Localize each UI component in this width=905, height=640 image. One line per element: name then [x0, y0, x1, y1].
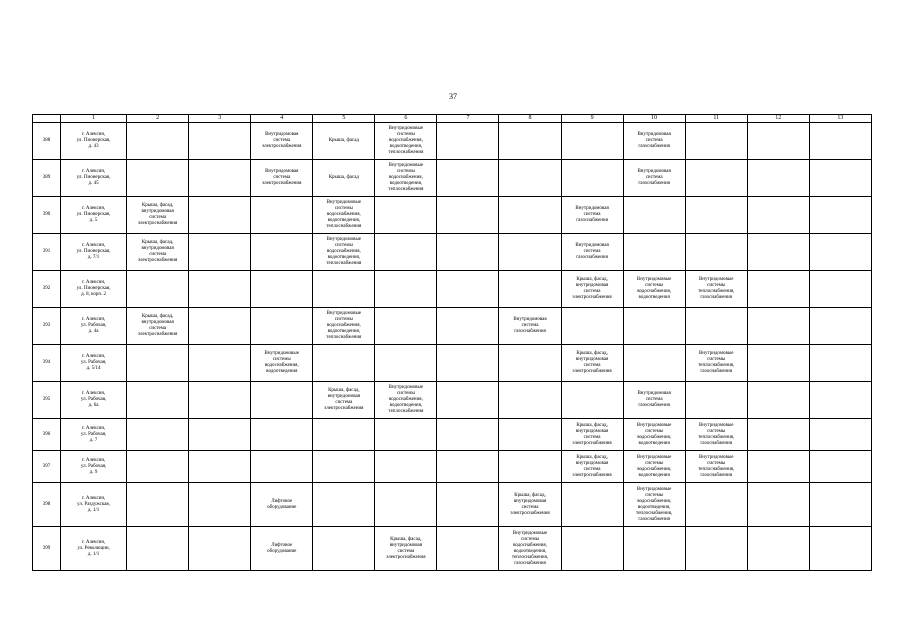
- work-cell: Внутридомовые системы водоснабжения, водоотведения, теплоснабжения: [375, 160, 437, 197]
- address-cell: г. Алексин, ул. Пионерская, д. 43: [61, 123, 127, 160]
- address-cell: г. Алексин, ул. Рабочая, д. 4а: [61, 308, 127, 345]
- work-cell: [623, 527, 685, 571]
- work-cell: [685, 160, 747, 197]
- work-cell: Внутридомовая система газоснабжения: [561, 197, 623, 234]
- work-cell: [809, 345, 871, 382]
- work-cell: [127, 123, 189, 160]
- work-cell: [561, 160, 623, 197]
- work-cell: [313, 527, 375, 571]
- work-cell: [437, 419, 499, 451]
- row-number: 394: [33, 345, 61, 382]
- address-cell: г. Алексин, ул. Рабочая, д. 5/14: [61, 345, 127, 382]
- work-cell: [499, 382, 561, 419]
- header-cell: 10: [623, 115, 685, 123]
- work-cell: [189, 234, 251, 271]
- work-cell: [561, 123, 623, 160]
- work-cell: [189, 308, 251, 345]
- work-cell: [127, 527, 189, 571]
- work-cell: [809, 197, 871, 234]
- work-cell: Внутридомовые системы теплоснабжения, газоснабжения: [685, 419, 747, 451]
- work-cell: [809, 271, 871, 308]
- row-number: 395: [33, 382, 61, 419]
- work-cell: [127, 271, 189, 308]
- work-cell: Внутридомовые системы водоснабжения, водоотведения: [623, 419, 685, 451]
- row-number: 397: [33, 451, 61, 483]
- work-cell: [685, 483, 747, 527]
- work-cell: [437, 123, 499, 160]
- work-cell: Крыша, фасад: [313, 160, 375, 197]
- header-cell: 9: [561, 115, 623, 123]
- address-cell: г. Алексин, ул. Революции, д. 1/1: [61, 527, 127, 571]
- work-cell: [623, 308, 685, 345]
- work-cell: [437, 483, 499, 527]
- work-cell: [685, 527, 747, 571]
- work-cell: Внутридомовые системы водоснабжения, водоотведения: [623, 271, 685, 308]
- work-cell: [747, 234, 809, 271]
- work-cell: [189, 123, 251, 160]
- work-cell: [809, 451, 871, 483]
- header-cell: 7: [437, 115, 499, 123]
- address-cell: г. Алексин, ул. Пионерская, д. 45: [61, 160, 127, 197]
- work-cell: [685, 382, 747, 419]
- work-cell: [747, 345, 809, 382]
- work-cell: Крыша, фасад, внутридомовая система электроснабжения: [499, 483, 561, 527]
- work-cell: [623, 197, 685, 234]
- work-cell: Крыша, фасад: [313, 123, 375, 160]
- table-row: [33, 123, 872, 160]
- work-cell: [437, 308, 499, 345]
- work-cell: [127, 382, 189, 419]
- work-cell: Внутридомовая система электроснабжения: [251, 123, 313, 160]
- work-cell: Крыша, фасад, внутридомовая система электроснабжения: [313, 382, 375, 419]
- work-cell: [375, 483, 437, 527]
- work-cell: [437, 160, 499, 197]
- table-row: [33, 451, 872, 483]
- table-row: [33, 345, 872, 382]
- work-cell: [685, 197, 747, 234]
- work-cell: [375, 451, 437, 483]
- work-cell: [189, 382, 251, 419]
- header-cell: 11: [685, 115, 747, 123]
- work-cell: [809, 483, 871, 527]
- header-cell: 1: [61, 115, 127, 123]
- work-cell: Крыша, фасад, внутридомовая система электроснабжения: [561, 345, 623, 382]
- work-cell: Внутридомовые системы водоснабжения, водоотведения: [623, 451, 685, 483]
- work-cell: [313, 483, 375, 527]
- row-number: 392: [33, 271, 61, 308]
- work-cell: [375, 197, 437, 234]
- work-cell: Внутридомовые системы водоснабжения, водоотведения, теплоснабжения: [313, 197, 375, 234]
- row-number: 399: [33, 527, 61, 571]
- header-cell: 13: [809, 115, 871, 123]
- header-cell: 8: [499, 115, 561, 123]
- work-cell: [251, 197, 313, 234]
- table-row: [33, 527, 872, 571]
- work-cell: [127, 160, 189, 197]
- work-cell: Лифтовое оборудование: [251, 483, 313, 527]
- work-cell: [747, 451, 809, 483]
- header-cell: 2: [127, 115, 189, 123]
- row-number: 391: [33, 234, 61, 271]
- work-cell: [499, 197, 561, 234]
- work-cell: Внутридомовые системы водоснабжения, водоотведения, теплоснабжения: [375, 382, 437, 419]
- header-row: [33, 115, 872, 123]
- work-cell: [809, 234, 871, 271]
- work-cell: Внутридомовая система электроснабжения: [251, 160, 313, 197]
- work-cell: [747, 123, 809, 160]
- address-cell: г. Алексин, ул. Раздужская, д. 1/1: [61, 483, 127, 527]
- work-cell: [375, 345, 437, 382]
- work-cell: Внутридомовые системы водоснабжения, водоотведения, теплоснабжения, газоснабжения: [499, 527, 561, 571]
- work-cell: [809, 308, 871, 345]
- work-cell: Внутридомовые системы водоснабжения, водоотведения: [251, 345, 313, 382]
- work-cell: Внутридомовые системы теплоснабжения, газоснабжения: [685, 451, 747, 483]
- work-cell: [437, 451, 499, 483]
- work-cell: [251, 419, 313, 451]
- row-number: 396: [33, 419, 61, 451]
- work-cell: [561, 382, 623, 419]
- work-cell: [313, 419, 375, 451]
- work-cell: [437, 382, 499, 419]
- header-cell: 12: [747, 115, 809, 123]
- work-cell: [437, 345, 499, 382]
- work-cell: Крыша, фасад, внутридомовая система электроснабжения: [127, 234, 189, 271]
- work-cell: [375, 234, 437, 271]
- work-cell: Внутридомовые системы водоснабжения, водоотведения, теплоснабжения, газоснабжения: [623, 483, 685, 527]
- work-cell: [437, 271, 499, 308]
- work-cell: [437, 197, 499, 234]
- address-cell: г. Алексин, ул. Пионерская, д. 5: [61, 197, 127, 234]
- header-cell: 3: [189, 115, 251, 123]
- work-cell: Крыша, фасад, внутридомовая система электроснабжения: [561, 419, 623, 451]
- work-cell: [499, 234, 561, 271]
- row-number: 389: [33, 160, 61, 197]
- work-cell: [747, 271, 809, 308]
- work-cell: [561, 527, 623, 571]
- table-body: [33, 115, 872, 571]
- work-cell: [251, 234, 313, 271]
- work-cell: Внутридомовые системы теплоснабжения, газоснабжения: [685, 271, 747, 308]
- work-cell: [685, 234, 747, 271]
- work-cell: Крыша, фасад, внутридомовая система электроснабжения: [127, 197, 189, 234]
- work-cell: [747, 197, 809, 234]
- work-cell: [809, 382, 871, 419]
- work-cell: [313, 271, 375, 308]
- work-cell: [499, 451, 561, 483]
- work-cell: [127, 419, 189, 451]
- address-cell: г. Алексин, ул. Рабочая, д. 9: [61, 451, 127, 483]
- work-cell: [437, 527, 499, 571]
- work-cell: [437, 234, 499, 271]
- work-cell: [189, 483, 251, 527]
- row-number: 390: [33, 197, 61, 234]
- work-cell: [809, 160, 871, 197]
- work-cell: Крыша, фасад, внутридомовая система электроснабжения: [127, 308, 189, 345]
- work-cell: [375, 419, 437, 451]
- work-cell: [623, 234, 685, 271]
- work-cell: Внутридомовая система газоснабжения: [499, 308, 561, 345]
- work-cell: Внутридомовая система газоснабжения: [623, 382, 685, 419]
- header-cell-blank: [33, 115, 61, 123]
- table-row: [33, 308, 872, 345]
- work-cell: [189, 419, 251, 451]
- work-cell: [127, 451, 189, 483]
- header-cell: 6: [375, 115, 437, 123]
- repair-schedule-table: [32, 114, 872, 571]
- table-row: [33, 382, 872, 419]
- work-cell: Внутридомовые системы водоснабжения, водоотведения, теплоснабжения: [313, 308, 375, 345]
- work-cell: Внутридомовая система газоснабжения: [623, 123, 685, 160]
- work-cell: [747, 527, 809, 571]
- table-row: [33, 234, 872, 271]
- work-cell: [747, 160, 809, 197]
- header-cell: 4: [251, 115, 313, 123]
- address-cell: г. Алексин, ул. Пионерская, д. 8, корп. 2: [61, 271, 127, 308]
- table-row: [33, 483, 872, 527]
- page-number: 37: [449, 92, 457, 101]
- work-cell: [561, 308, 623, 345]
- work-cell: Внутридомовая система газоснабжения: [623, 160, 685, 197]
- work-cell: [251, 308, 313, 345]
- work-cell: [499, 123, 561, 160]
- table-row: [33, 271, 872, 308]
- work-cell: [809, 527, 871, 571]
- work-cell: [189, 160, 251, 197]
- work-cell: Крыша, фасад, внутридомовая система электроснабжения: [561, 271, 623, 308]
- work-cell: Внутридомовые системы водоснабжения, водоотведения, теплоснабжения: [313, 234, 375, 271]
- work-cell: [127, 345, 189, 382]
- work-cell: [499, 160, 561, 197]
- work-cell: [189, 345, 251, 382]
- work-cell: [747, 382, 809, 419]
- work-cell: [189, 527, 251, 571]
- row-number: 388: [33, 123, 61, 160]
- work-cell: [499, 345, 561, 382]
- work-cell: [685, 123, 747, 160]
- work-cell: [189, 451, 251, 483]
- work-cell: [809, 419, 871, 451]
- work-cell: Лифтовое оборудование: [251, 527, 313, 571]
- work-cell: [809, 123, 871, 160]
- row-number: 398: [33, 483, 61, 527]
- address-cell: г. Алексин, ул. Рабочая, д. 6а: [61, 382, 127, 419]
- work-cell: [313, 345, 375, 382]
- work-cell: [189, 197, 251, 234]
- work-cell: Крыша, фасад, внутридомовая система электроснабжения: [375, 527, 437, 571]
- work-cell: [189, 271, 251, 308]
- work-cell: [499, 271, 561, 308]
- table-row: [33, 160, 872, 197]
- header-cell: 5: [313, 115, 375, 123]
- work-cell: [747, 308, 809, 345]
- work-cell: Внутридомовые системы теплоснабжения, газоснабжения: [685, 345, 747, 382]
- work-cell: Крыша, фасад, внутридомовая система электроснабжения: [561, 451, 623, 483]
- work-cell: [127, 483, 189, 527]
- address-cell: г. Алексин, ул. Рабочая, д. 7: [61, 419, 127, 451]
- work-cell: [747, 419, 809, 451]
- work-cell: Внутридомовая система газоснабжения: [561, 234, 623, 271]
- row-number: 393: [33, 308, 61, 345]
- work-cell: [623, 345, 685, 382]
- address-cell: г. Алексин, ул. Пионерская, д. 7/1: [61, 234, 127, 271]
- work-cell: [375, 271, 437, 308]
- work-cell: [313, 451, 375, 483]
- work-cell: [251, 271, 313, 308]
- work-cell: [561, 483, 623, 527]
- work-cell: [251, 451, 313, 483]
- work-cell: Внутридомовые системы водоснабжения, водоотведения, теплоснабжения: [375, 123, 437, 160]
- table-row: [33, 419, 872, 451]
- work-cell: [747, 483, 809, 527]
- work-cell: [375, 308, 437, 345]
- work-cell: [251, 382, 313, 419]
- work-cell: [685, 308, 747, 345]
- work-cell: [499, 419, 561, 451]
- table-row: [33, 197, 872, 234]
